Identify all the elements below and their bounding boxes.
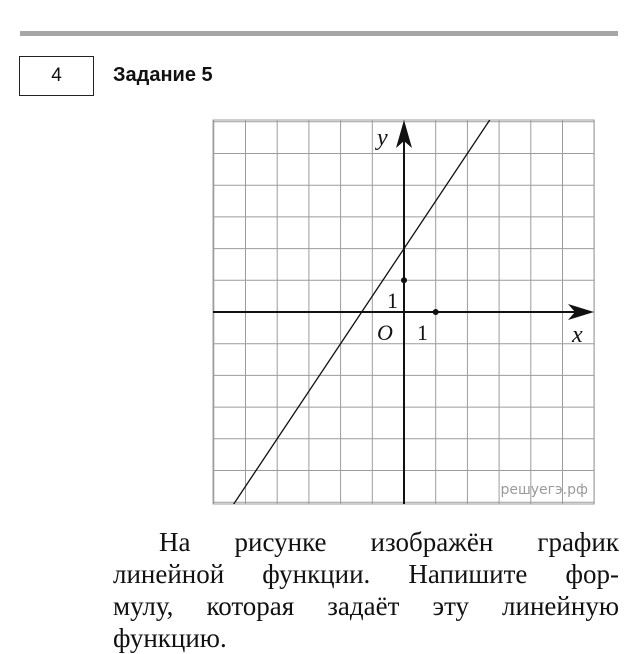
origin-label: O	[377, 320, 393, 345]
problem-line: функцию.	[113, 623, 227, 653]
problem-line: мулу, которая задаёт эту линейную	[113, 591, 619, 621]
task-title: Задание 5	[113, 64, 213, 86]
problem-line: линейной функции. Напишите фор-	[113, 559, 619, 589]
x-axis-label: x	[572, 322, 583, 348]
axes	[213, 120, 594, 504]
function-graph	[210, 118, 596, 506]
marked-point	[401, 277, 407, 283]
task-number: 4	[51, 65, 62, 86]
marked-points	[401, 277, 439, 315]
top-divider	[20, 31, 618, 36]
problem-line: На рисунке изображён график	[159, 527, 619, 557]
watermark: решуегэ.рф	[500, 482, 588, 498]
task-number-box	[19, 56, 94, 96]
y-tick-label-1: 1	[387, 288, 398, 313]
marked-point	[433, 309, 439, 315]
y-axis-label: y	[377, 125, 388, 151]
x-tick-label-1: 1	[417, 320, 428, 345]
problem-statement	[113, 526, 619, 654]
